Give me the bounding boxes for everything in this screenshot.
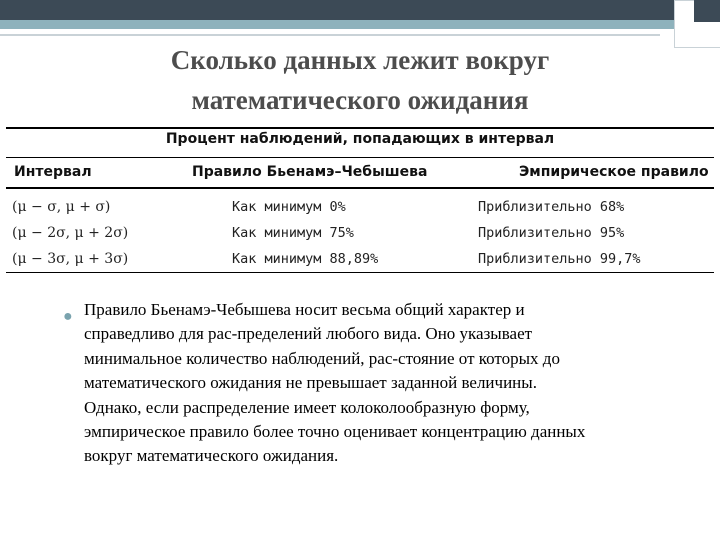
slide-title-line2: математического ожидания [191, 85, 529, 115]
table-cell-empirical: Приблизительно 95% [478, 225, 625, 241]
header-bar [0, 0, 720, 20]
column-header-chebyshev: Правило Бьенамэ–Чебышева [192, 164, 428, 180]
paragraph-line: математического ожидания не превышает заданной величины. [84, 373, 537, 393]
column-header-interval: Интервал [14, 164, 92, 180]
slide-title-line1: Сколько данных лежит вокруг [170, 45, 550, 75]
paragraph-line: минимальное количество наблюдений, рас-стояние от которых до [84, 348, 560, 368]
table-bottom-rule [6, 272, 714, 273]
table-cell-chebyshev: Как минимум 75% [232, 225, 354, 241]
paragraph-line: эмпирическое правило более точно оценивает концентрацию данных [84, 422, 586, 442]
header-divider [0, 34, 660, 36]
slide-title [0, 40, 720, 120]
table-cell-empirical: Приблизительно 68% [478, 199, 625, 215]
bullet-paragraph [84, 298, 704, 469]
header-accent-bar [0, 20, 720, 29]
paragraph-line: вокруг математического ожидания. [84, 446, 339, 466]
table-cell-interval: (μ − 2σ, μ + 2σ) [12, 225, 129, 241]
bullet-dot-icon: ● [63, 308, 73, 325]
table-header-rule [6, 187, 714, 189]
table-rule [6, 157, 714, 158]
table-cell-interval: (μ − σ, μ + σ) [12, 199, 111, 215]
data-table [6, 127, 714, 273]
table-cell-interval: (μ − 3σ, μ + 3σ) [12, 251, 129, 267]
table-cell-chebyshev: Как минимум 88,89% [232, 251, 379, 267]
table-heading: Процент наблюдений, попадающих в интервал [165, 131, 555, 147]
paragraph-line: Правило Бьенамэ-Чебышева носит весьма общий характер и [84, 300, 525, 319]
column-header-empirical: Эмпирическое правило [519, 164, 709, 180]
corner-decoration-dark [694, 0, 720, 22]
paragraph-line: справедливо для рас-пределений любого вида. Оно указывает [84, 324, 533, 344]
table-top-rule [6, 127, 714, 129]
table-cell-empirical: Приблизительно 99,7% [478, 251, 641, 267]
table-cell-chebyshev: Как минимум 0% [232, 199, 346, 215]
paragraph-line: Однако, если распределение имеет колоколообразную форму, [84, 397, 530, 417]
